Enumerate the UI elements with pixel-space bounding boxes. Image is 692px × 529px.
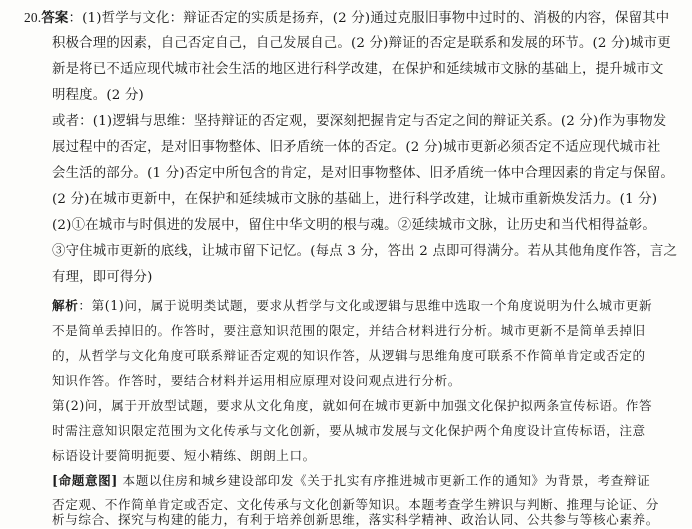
analysis-line-1 <box>52 297 652 315</box>
answer-text: ：(1)哲学与文化：辩证否定的实质是扬弃，(2 分)通过克服旧事物中过时的、消极的内容，保留其中 <box>68 11 670 26</box>
part2-line-1: (2)①在城市与时俱进的发展中，留住中华文明的根与魂。②延续城市文脉，让历史和当代相得益彰。 <box>52 218 656 233</box>
answer-label: 答案 <box>41 10 69 26</box>
analysis-line-7: 标语设计要简明扼要、短小精练、朗朗上口。 <box>52 448 316 463</box>
intent-label: [命题意图] <box>52 473 118 488</box>
answer-line-2: 积极合理的因素，自己否定自己，自己发展自己。(2 分)辩证的否定是联系和发展的环节。(2 分)城市更 <box>52 36 671 51</box>
analysis-line-2: 不是简单丢掉旧的。作答时，要注意知识范围的限定，并结合材料进行分析。城市更新不是简单丢掉旧 <box>52 323 646 338</box>
intent-line-3: 析与综合、探究与构建的能力，有利于培养创新思维，落实科学精神、政治认同、公共参与等核心素养。 <box>52 512 659 527</box>
alternative-line-3: 会生活的部分。(1 分)否定中所包含的肯定，是对旧事物整体、旧矛盾统一体中合理因素的肯定与保留。 <box>52 166 675 181</box>
question-number: 20. <box>24 10 42 25</box>
part2-line-2: ③守住城市更新的底线，让城市留下记忆。(每点 3 分，答出 2 点即可得满分。若从其他角度作答，言之 <box>52 244 678 259</box>
intent-text: 本题以住房和城乡建设部印发《关于扎实有序推进城市更新工作的通知》为背景，考查辩证 <box>117 473 651 488</box>
analysis-line-4: 知识作答。作答时，要结合材料并运用相应原理对设问观点进行分析。 <box>52 373 462 388</box>
analysis-text: ：第(1)问，属于说明类试题，要求从哲学与文化或逻辑与思维中选取一个角度说明为什么城市更新 <box>78 298 653 313</box>
part2-line-3: 有理，即可得分) <box>52 270 153 285</box>
analysis-line-3: 的，从哲学与文化角度可联系辩证否定观的知识作答，从逻辑与思维角度可联系不作简单肯定或否定的 <box>52 348 646 363</box>
alternative-line-1: 或者：(1)逻辑与思维：坚持辩证的否定观，要深刻把握肯定与否定之间的辩证关系。(2 分)作为事物发 <box>52 114 667 129</box>
answer-line-4: 明程度。(2 分) <box>52 88 144 103</box>
alternative-line-4: (2 分)在城市更新中，在保护和延续城市文脉的基础上，进行科学改建，让城市重新焕发活力。(1 分) <box>52 192 658 207</box>
answer-line-1 <box>24 9 669 28</box>
analysis-line-6: 时需注意知识限定范围为文化传承与文化创新，要从城市发展与文化保护两个角度设计宣传标语，注意 <box>52 423 646 438</box>
intent-line-1 <box>52 472 650 490</box>
intent-line-2: 否定观、不作简单肯定或否定、文化传承与文化创新等知识。本题考查学生辨识与判断、推理与论证、分 <box>52 497 659 512</box>
analysis-line-5: 第(2)问，属于开放型试题，要求从文化角度，就如何在城市更新中加强文化保护拟两条宣传标语。作答 <box>52 398 653 413</box>
analysis-label: 解析 <box>52 298 79 313</box>
answer-line-3: 新是将已不适应现代城市社会生活的地区进行科学改建，在保护和延续城市文脉的基础上，提升城市文 <box>52 62 664 77</box>
alternative-line-2: 展过程中的否定，是对旧事物整体、旧矛盾统一体的否定。(2 分)城市更新必须否定不适应现代城市社 <box>52 140 661 155</box>
